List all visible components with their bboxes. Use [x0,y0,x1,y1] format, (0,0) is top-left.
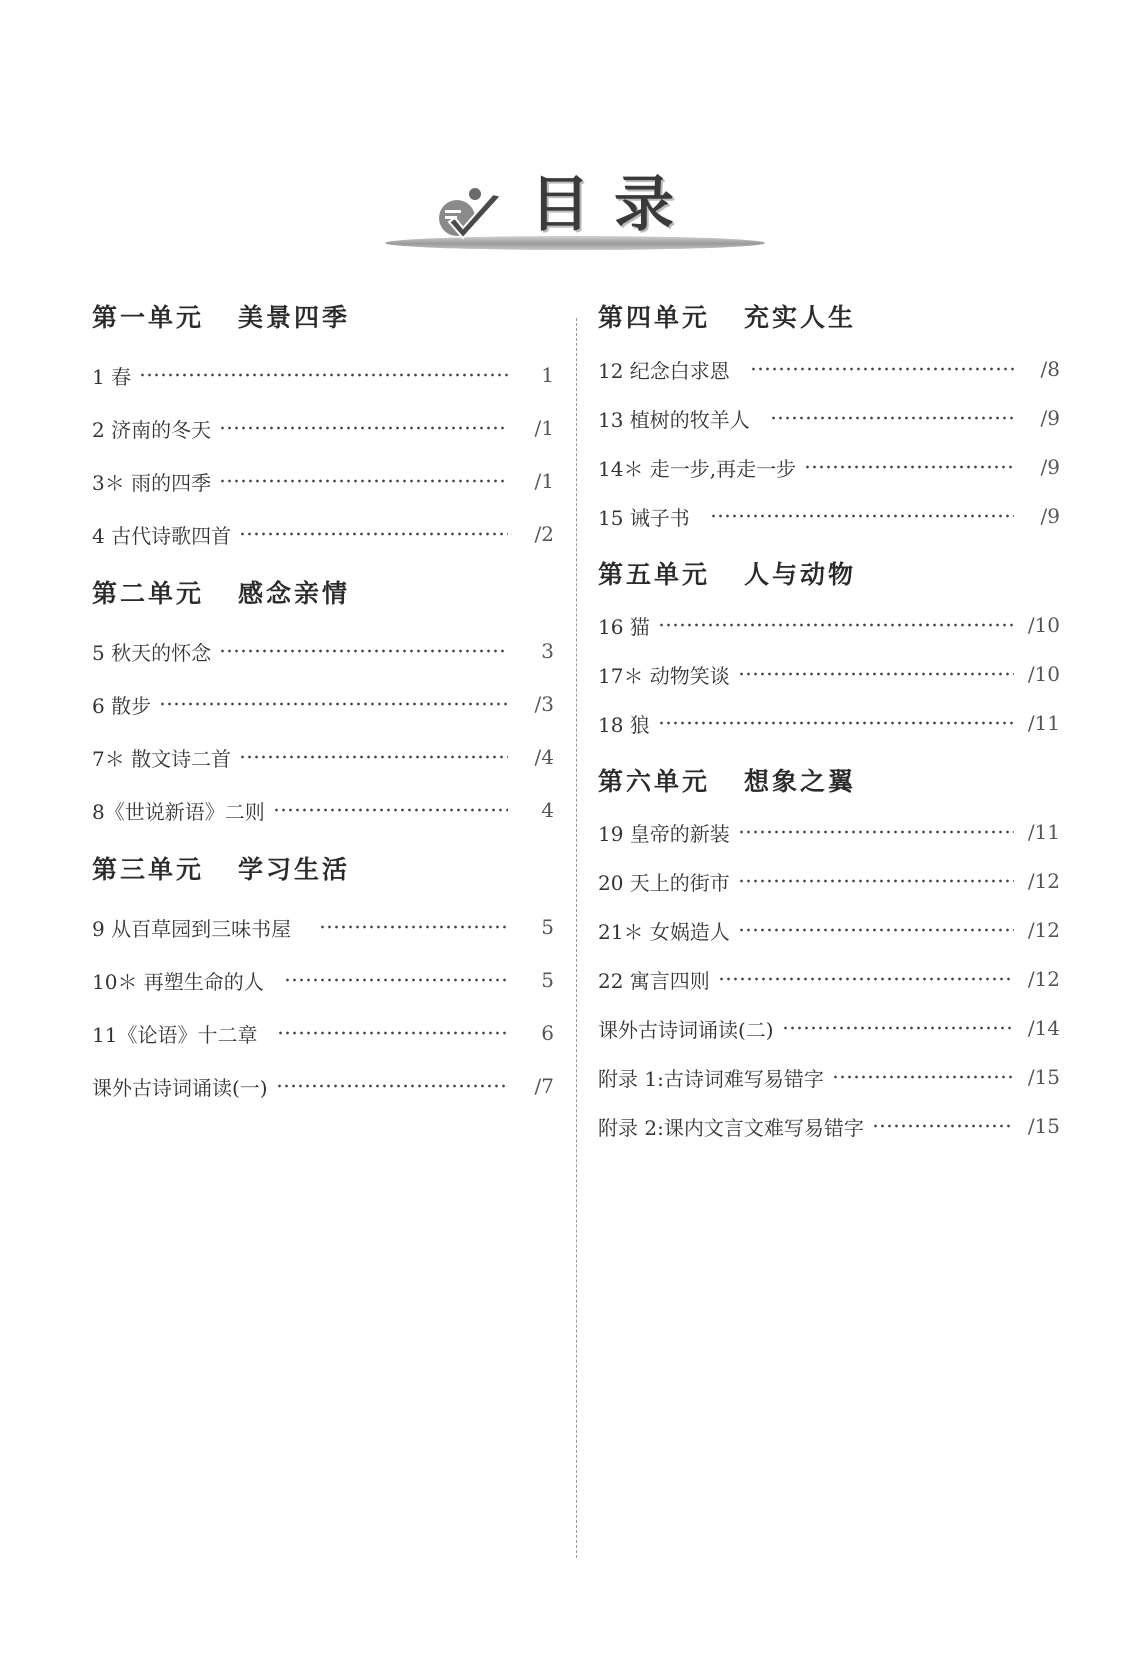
dot-leader [738,830,1014,834]
entry-label: 22 寓言四则 [598,968,710,993]
entry-page: /12 [1027,869,1060,893]
checkmark-icon [435,184,507,250]
entry-label: 附录 1:古诗词难写易错字 [598,1066,824,1091]
dot-leader [239,532,508,536]
toc-entry[interactable] [92,912,554,942]
entry-page: 1 [541,363,554,387]
entry-label: 6 散步 [92,693,152,718]
unit-number: 第四单元 [598,303,711,332]
page-title: 目录 [530,170,698,240]
toc-entry[interactable] [92,965,554,995]
unit-name: 美景四季 [238,303,351,332]
unit-heading [598,298,856,338]
dot-leader [872,1124,1014,1128]
entry-label: 1 春 [92,364,132,389]
entry-label: 17＊ 动物笑谈 [598,663,730,688]
toc-entry[interactable] [598,708,1060,738]
entry-label: 19 皇帝的新装 [598,821,730,846]
dot-leader [276,1084,508,1088]
toc-entry[interactable] [598,817,1060,847]
entry-page: /15 [1027,1114,1060,1138]
entry-page: 6 [541,1021,554,1045]
entry-page: /10 [1027,662,1060,686]
toc-entry[interactable] [598,452,1060,482]
entry-page: /7 [534,1074,554,1098]
unit-heading [92,574,350,614]
toc-entry[interactable] [598,915,1060,945]
unit-name: 人与动物 [744,560,857,589]
toc-entry[interactable] [92,360,554,390]
entry-page: /2 [534,522,554,546]
dot-leader [219,649,508,653]
entry-page: /15 [1027,1065,1060,1089]
column-divider [576,318,577,1558]
toc-entry[interactable] [92,519,554,549]
dot-leader [738,672,1014,676]
dot-leader [139,373,508,377]
unit-number: 第一单元 [92,303,205,332]
entry-label: 16 猫 [598,614,650,639]
toc-entry[interactable] [598,1013,1060,1043]
entry-page: /3 [534,692,554,716]
unit-name: 感念亲情 [238,579,351,608]
dot-leader [239,755,508,759]
dot-leader [804,465,1014,469]
entry-page: /14 [1027,1016,1060,1040]
toc-entry[interactable] [598,403,1060,433]
entry-page: /9 [1040,504,1060,528]
toc-entry[interactable] [598,610,1060,640]
unit-heading [598,555,856,595]
unit-number: 第二单元 [92,579,205,608]
entry-label: 2 济南的冬天 [92,417,212,442]
toc-title-banner [380,170,770,260]
entry-page: /9 [1040,455,1060,479]
entry-label: 18 狼 [598,712,650,737]
unit-name: 学习生活 [238,855,351,884]
entry-label: 9 从百草园到三味书屋 [92,916,292,941]
toc-entry[interactable] [598,866,1060,896]
toc-entry[interactable] [92,636,554,666]
entry-page: 5 [541,915,554,939]
entry-label: 11《论语》十二章 [92,1022,258,1047]
dot-leader [658,623,1014,627]
dot-leader [277,1031,508,1035]
entry-page: /12 [1027,918,1060,942]
unit-name: 充实人生 [744,303,857,332]
toc-entry[interactable] [92,689,554,719]
dot-leader [832,1075,1014,1079]
entry-label: 15 诫子书 [598,505,690,530]
unit-number: 第三单元 [92,855,205,884]
unit-name: 想象之翼 [744,767,857,796]
toc-entry[interactable] [598,1062,1060,1092]
entry-label: 课外古诗词诵读(二) [598,1017,774,1042]
dot-leader [738,879,1014,883]
toc-entry[interactable] [92,1071,554,1101]
entry-label: 课外古诗词诵读(一) [92,1075,268,1100]
dot-leader [273,808,508,812]
entry-label: 附录 2:课内文言文难写易错字 [598,1115,864,1140]
dot-leader [284,978,508,982]
entry-label: 10＊ 再塑生命的人 [92,969,264,994]
unit-heading [598,762,856,802]
toc-entry[interactable] [92,795,554,825]
entry-label: 20 天上的街市 [598,870,730,895]
unit-number: 第六单元 [598,767,711,796]
toc-entry[interactable] [598,354,1060,384]
toc-entry[interactable] [598,659,1060,689]
entry-label: 3＊ 雨的四季 [92,470,212,495]
entry-page: /12 [1027,967,1060,991]
toc-entry[interactable] [598,964,1060,994]
entry-label: 21＊ 女娲造人 [598,919,730,944]
entry-page: /4 [534,745,554,769]
entry-label: 13 植树的牧羊人 [598,407,750,432]
entry-page: 4 [541,798,554,822]
toc-entry[interactable] [92,1018,554,1048]
entry-page: /11 [1027,711,1060,735]
dot-leader [738,928,1014,932]
entry-page: /1 [534,416,554,440]
toc-entry[interactable] [92,742,554,772]
dot-leader [219,426,508,430]
dot-leader [770,416,1014,420]
dot-leader [319,925,508,929]
entry-label: 4 古代诗歌四首 [92,523,232,548]
entry-page: /8 [1040,357,1060,381]
entry-page: 3 [541,639,554,663]
entry-page: /1 [534,469,554,493]
entry-page: 5 [541,968,554,992]
dot-leader [219,479,508,483]
dot-leader [710,514,1014,518]
toc-entry[interactable] [598,1111,1060,1141]
entry-page: /10 [1027,613,1060,637]
toc-entry[interactable] [92,413,554,443]
dot-leader [782,1026,1014,1030]
unit-heading [92,298,350,338]
entry-label: 14＊ 走一步,再走一步 [598,456,797,481]
entry-label: 5 秋天的怀念 [92,640,212,665]
dot-leader [658,721,1014,725]
dot-leader [718,977,1014,981]
entry-label: 8《世说新语》二则 [92,799,265,824]
entry-label: 7＊ 散文诗二首 [92,746,232,771]
entry-page: /9 [1040,406,1060,430]
entry-label: 12 纪念白求恩 [598,358,730,383]
toc-entry[interactable] [598,501,1060,531]
dot-leader [159,702,508,706]
dot-leader [750,367,1014,371]
entry-page: /11 [1027,820,1060,844]
unit-number: 第五单元 [598,560,711,589]
unit-heading [92,850,350,890]
toc-entry[interactable] [92,466,554,496]
